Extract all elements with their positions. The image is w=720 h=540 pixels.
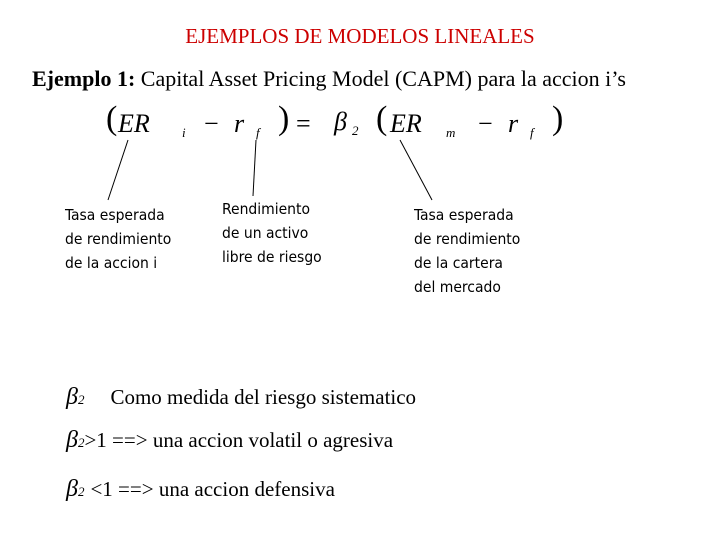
annotation-line: de la cartera xyxy=(414,254,503,272)
eq-r-2: r xyxy=(508,109,519,138)
eq-beta: β xyxy=(334,107,347,136)
beta-subscript: 2 xyxy=(77,392,85,407)
annotation-line: Tasa esperada xyxy=(414,206,514,224)
annotation-line: del mercado xyxy=(414,278,501,296)
eq-er-market: ER xyxy=(390,109,422,138)
example-label: Ejemplo 1: xyxy=(32,66,136,91)
beta-symbol: β xyxy=(66,476,78,502)
eq-right-paren-2: ) xyxy=(552,100,564,137)
annotation-line: libre de riesgo xyxy=(222,248,322,266)
beta-interpretation-text: Como medida del riesgo sistematico xyxy=(110,385,417,409)
annotation-line: de rendimiento xyxy=(414,230,521,248)
eq-sub-f-2: f xyxy=(530,125,534,140)
annotation-risk-free xyxy=(222,197,322,269)
beta-defensive-text: <1 ==> una accion defensiva xyxy=(90,477,335,501)
eq-right-paren-1: ) xyxy=(278,100,290,137)
annotation-market-return xyxy=(414,203,520,299)
eq-sub-m: m xyxy=(446,125,456,140)
eq-er-asset: ER xyxy=(118,109,150,138)
example-description: Capital Asset Pricing Model (CAPM) para la accion i’s xyxy=(135,66,626,91)
eq-minus-1: − xyxy=(204,109,219,138)
annotation-line: de rendimiento xyxy=(65,230,172,248)
beta-symbol: β xyxy=(66,384,78,410)
beta-interpretation-row xyxy=(66,384,416,411)
connector-line-risk-free xyxy=(253,140,256,196)
beta-subscript: 2 xyxy=(77,484,85,499)
eq-beta-sub: 2 xyxy=(352,123,359,138)
beta-aggressive-row xyxy=(66,427,393,454)
eq-equals: = xyxy=(296,109,311,138)
eq-r-1: r xyxy=(234,109,245,138)
eq-left-paren-1: ( xyxy=(106,100,118,137)
annotation-asset-return xyxy=(65,203,171,275)
beta-symbol: β xyxy=(66,427,78,453)
beta-defensive-row xyxy=(66,476,335,503)
page-title: EJEMPLOS DE MODELOS LINEALES xyxy=(185,24,535,48)
eq-minus-2: − xyxy=(478,109,493,138)
annotation-line: Rendimiento xyxy=(222,200,311,218)
annotation-line: Tasa esperada xyxy=(65,206,165,224)
annotation-line: de un activo xyxy=(222,224,309,242)
connector-line-market xyxy=(400,140,432,200)
eq-sub-i: i xyxy=(182,125,186,140)
eq-left-paren-2: ( xyxy=(376,100,388,137)
beta-subscript: 2 xyxy=(77,435,85,450)
annotation-line: de la accion i xyxy=(65,254,158,272)
beta-aggressive-text: >1 ==> una accion volatil o agresiva xyxy=(84,428,394,452)
connector-line-asset xyxy=(108,140,128,200)
eq-sub-f-1: f xyxy=(256,125,260,140)
